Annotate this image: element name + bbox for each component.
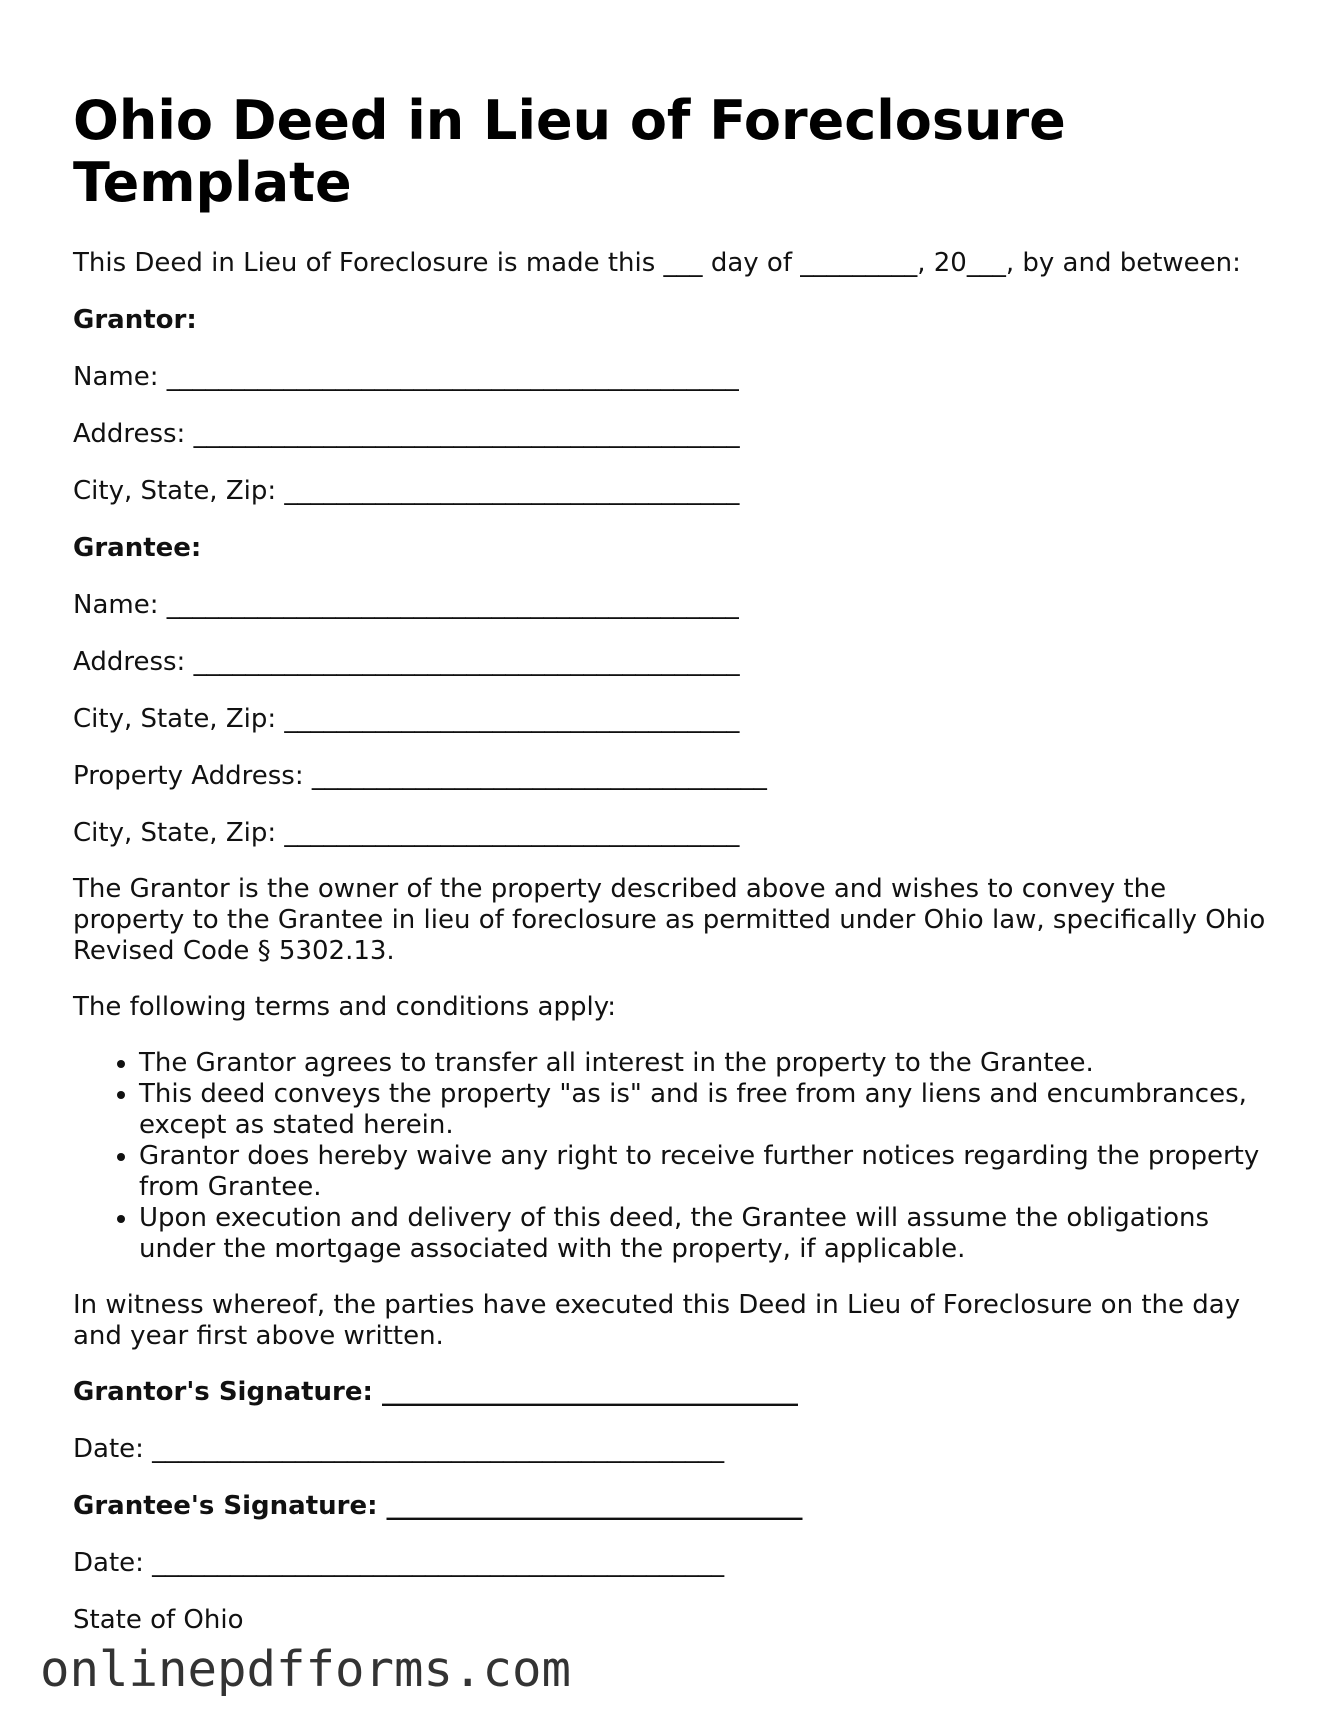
state-label: State of Ohio (73, 1605, 244, 1635)
grantor-name-field[interactable]: Name: ____________________________________________ (73, 362, 739, 392)
grantee-heading: Grantee: (73, 533, 202, 563)
grantor-signature-field[interactable]: Grantor's Signature: ________________________________ (73, 1377, 798, 1407)
terms-intro: The following terms and conditions apply: (73, 992, 616, 1022)
list-item: • Grantor does hereby waive any right to receive further notices regarding the property from Grantee. (139, 1141, 1273, 1203)
document-title: Ohio Deed in Lieu of Foreclosure Template (73, 89, 1066, 214)
grantor-address-field[interactable]: Address: __________________________________________ (73, 419, 740, 449)
grantee-address-field[interactable]: Address: __________________________________________ (73, 647, 740, 677)
watermark: onlinepdfforms.com (40, 1641, 572, 1698)
grantee-city-field[interactable]: City, State, Zip: ___________________________________ (73, 704, 740, 734)
grantee-name-field[interactable]: Name: ____________________________________________ (73, 590, 739, 620)
grantor-city-field[interactable]: City, State, Zip: ___________________________________ (73, 476, 740, 506)
grantee-date-field[interactable]: Date: ____________________________________________ (73, 1548, 725, 1578)
terms-list (73, 1048, 1273, 1265)
grantee-signature-field[interactable]: Grantee's Signature: ________________________________ (73, 1491, 803, 1521)
witness-paragraph: In witness whereof, the parties have executed this Deed in Lieu of Foreclosure on the day and year first above written. (73, 1290, 1241, 1351)
document-page (73, 90, 1273, 1636)
ownership-paragraph: The Grantor is the owner of the property described above and wishes to convey the property to the Grantee in lieu of foreclosure as permitted under Ohio law, specifically Ohio Revised Code § 5302.13. (73, 874, 1266, 966)
intro-text: This Deed in Lieu of Foreclosure is made this ___ day of _________, 20___, by and between: (73, 248, 1241, 278)
grantor-date-field[interactable]: Date: ____________________________________________ (73, 1434, 725, 1464)
grantor-heading: Grantor: (73, 305, 197, 335)
list-item: • Upon execution and delivery of this deed, the Grantee will assume the obligations under the mortgage associated with the property, if applicable. (139, 1203, 1273, 1265)
list-item: • This deed conveys the property "as is" and is free from any liens and encumbrances, except as stated herein. (139, 1079, 1273, 1141)
property-city-field[interactable]: City, State, Zip: ___________________________________ (73, 818, 740, 848)
list-item: • The Grantor agrees to transfer all interest in the property to the Grantee. (139, 1048, 1273, 1079)
property-address-field[interactable]: Property Address: ___________________________________ (73, 761, 767, 791)
